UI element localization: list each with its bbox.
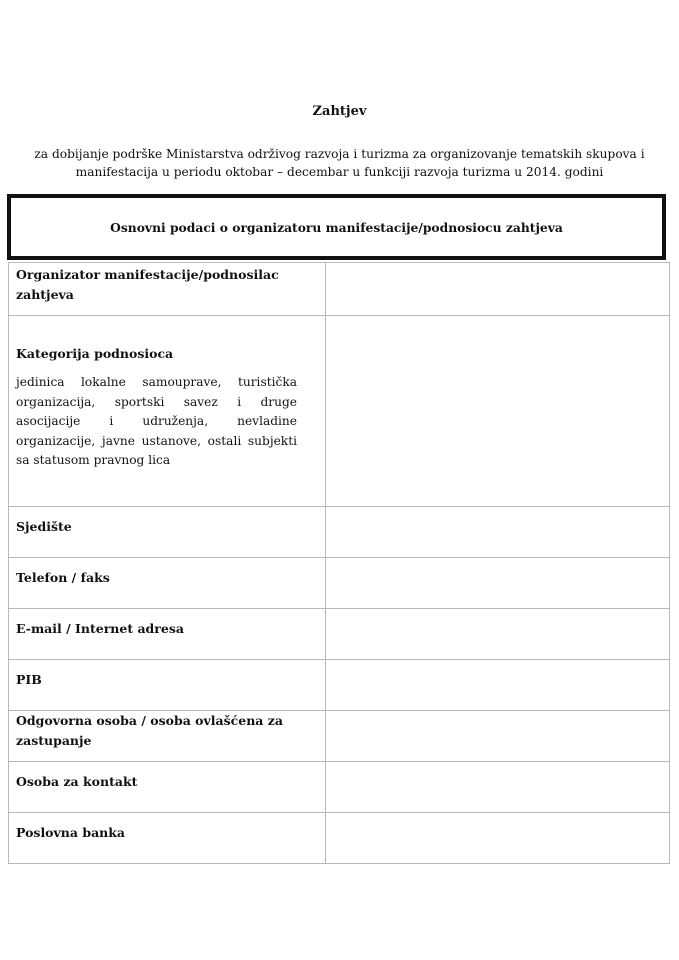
responsible-label: Odgovorna osoba / osoba ovlašćena za zastupanje (16, 713, 283, 748)
seat-label: Sjedište (16, 519, 72, 534)
contact-label-cell (9, 762, 326, 813)
email-label: E-mail / Internet adresa (16, 621, 184, 636)
category-label: Kategorija podnosioca (16, 346, 174, 361)
table-row-pib (9, 660, 670, 711)
bank-value-field[interactable] (326, 813, 670, 864)
phone-label: Telefon / faks (16, 570, 110, 585)
responsible-label-cell (9, 711, 326, 762)
subtitle-line-1: za dobijanje podrške Ministarstva održivog razvoja i turizma za organizovanje tematskih skupova i (34, 147, 645, 161)
email-label-cell (9, 609, 326, 660)
category-label-cell (9, 316, 326, 507)
table-row-seat (9, 507, 670, 558)
table-row-bank (9, 813, 670, 864)
phone-label-cell (9, 558, 326, 609)
organizer-value-field[interactable] (326, 263, 670, 316)
document-title: Zahtjev (312, 104, 367, 119)
contact-value-field[interactable] (326, 762, 670, 813)
subtitle-line-2: manifestacija u periodu oktobar – decembar u funkciji razvoja turizma u 2014. godini (75, 165, 604, 179)
table-row-organizer (9, 263, 670, 316)
table-row-email (9, 609, 670, 660)
phone-value-field[interactable] (326, 558, 670, 609)
seat-label-cell (9, 507, 326, 558)
bank-label: Poslovna banka (16, 825, 126, 840)
category-description: jedinica lokalne samouprave, turistička organizacija, sportski savez i druge asocijacije i udruženja, nevladine organizacije, javne ustanove, ostali subjekti sa statusom pravnog lica (16, 375, 297, 467)
category-value-field[interactable] (326, 316, 670, 507)
pib-value-field[interactable] (326, 660, 670, 711)
table-row-contact (9, 762, 670, 813)
contact-label: Osoba za kontakt (16, 774, 138, 789)
seat-value-field[interactable] (326, 507, 670, 558)
table-row-category (9, 316, 670, 507)
responsible-value-field[interactable] (326, 711, 670, 762)
document-subtitle (20, 145, 659, 181)
bank-label-cell (9, 813, 326, 864)
table-row-responsible (9, 711, 670, 762)
table-row-phone (9, 558, 670, 609)
section-header: Osnovni podaci o organizatoru manifestacije/podnosiocu zahtjeva (7, 194, 666, 260)
pib-label: PIB (16, 672, 42, 687)
applicant-data-table (8, 262, 670, 864)
email-value-field[interactable] (326, 609, 670, 660)
organizer-label-cell (9, 263, 326, 316)
pib-label-cell (9, 660, 326, 711)
organizer-label: Organizator manifestacije/podnosilac zahtjeva (16, 267, 279, 302)
